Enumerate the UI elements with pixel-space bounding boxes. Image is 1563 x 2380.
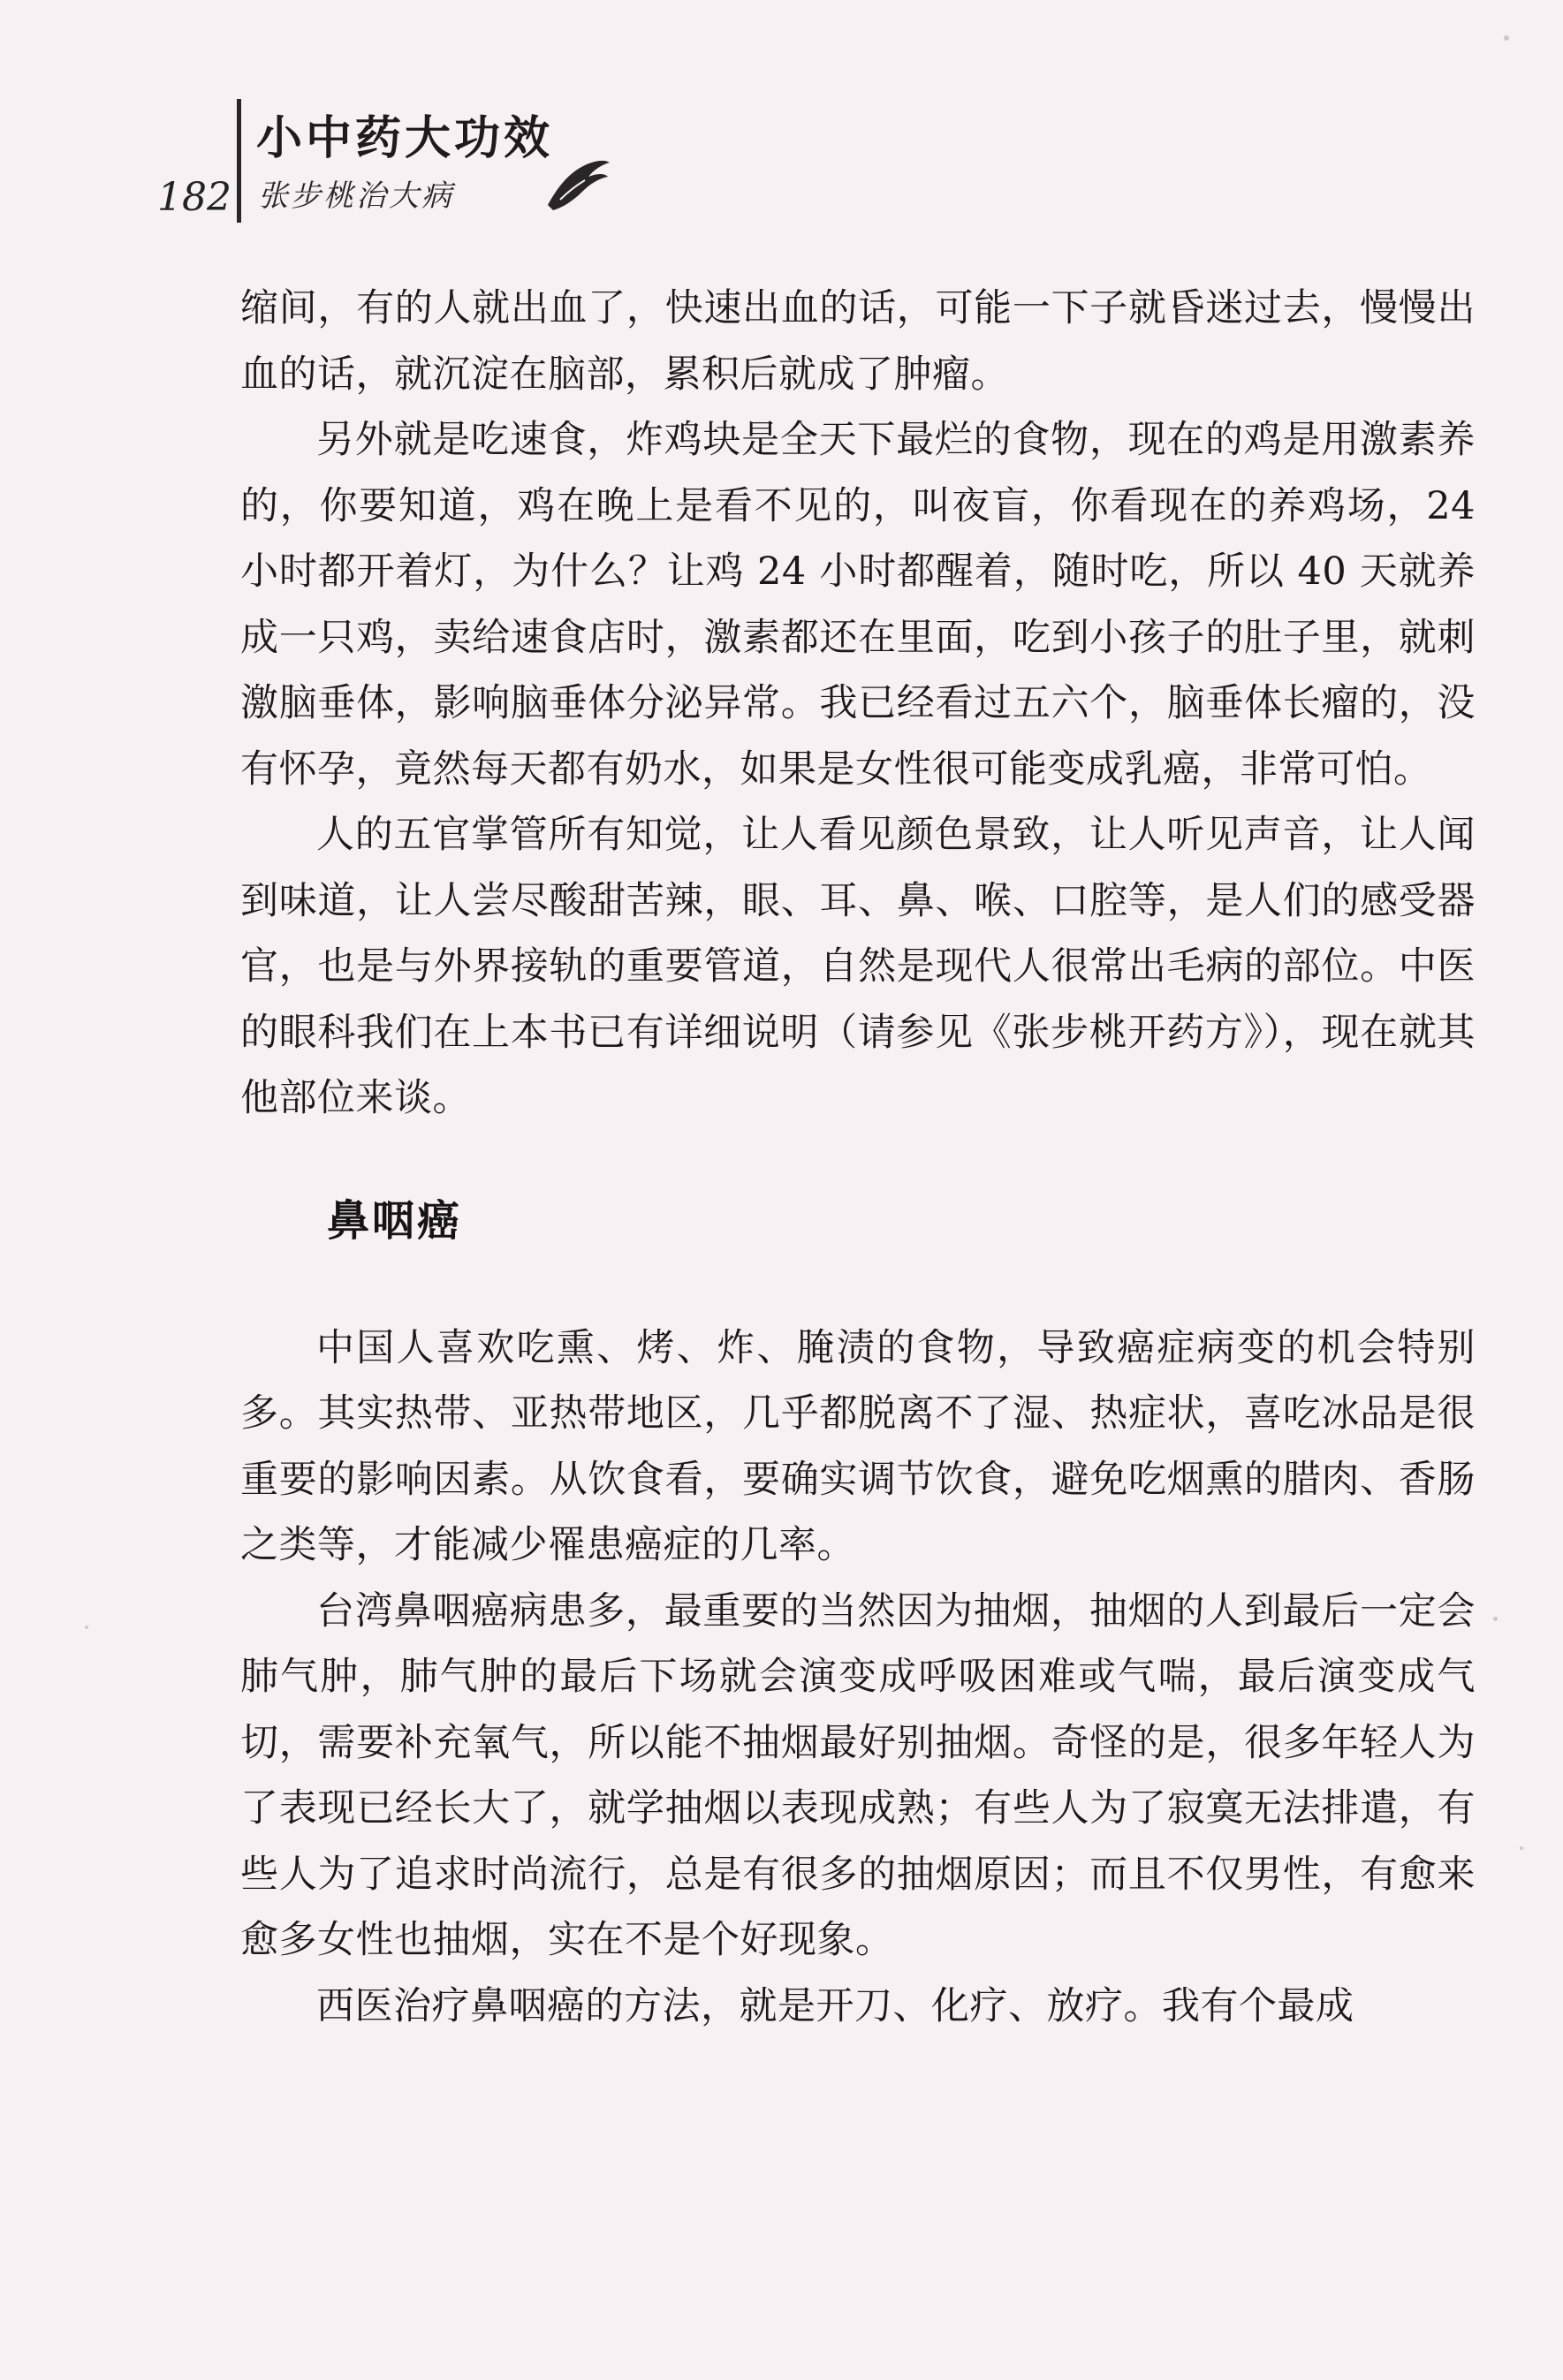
body-paragraph-continued: 缩间，有的人就出血了，快速出血的话，可能一下子就昏迷过去，慢慢出血的话，就沉淀在脑部，累积后就成了肿瘤。	[240, 286, 1476, 397]
body-paragraph: 另外就是吃速食，炸鸡块是全天下最烂的食物，现在的鸡是用激素养的，你要知道，鸡在晚上是看不见的，叫夜盲，你看现在的养鸡场，24 小时都开着灯，为什么？让鸡 24 小时都醒着，随时吃，所以 40 天就养成一只鸡，卖给速食店时，激素都还在里面，吃到小孩子的肚子里，就刺激脑垂体，影响脑垂体分泌异常。我已经看过五六个，脑垂体长瘤的，没有怀孕，竟然每天都有奶水，如果是女性很可能变成乳癌，非常可怕。	[240, 418, 1476, 792]
body-paragraph: 中国人喜欢吃熏、烤、炸、腌渍的食物，导致癌症病变的机会特别多。其实热带、亚热带地区，几乎都脱离不了湿、热症状，喜吃冰品是很重要的影响因素。从饮食看，要确实调节饮食，避免吃烟熏的腊肉、香肠之类等，才能减少罹患癌症的几率。	[240, 1325, 1476, 1567]
running-header	[141, 88, 636, 239]
book-title: 小中药大功效	[256, 111, 554, 165]
book-subtitle: 张步桃治大病	[258, 178, 454, 214]
scan-speck	[85, 1626, 88, 1629]
page-body	[240, 276, 1476, 2039]
page-number: 182	[157, 175, 231, 220]
brush-stroke-icon	[541, 154, 613, 216]
body-paragraph: 台湾鼻咽癌病患多，最重要的当然因为抽烟，抽烟的人到最后一定会肺气肿，肺气肿的最后下场就会演变成呼吸困难或气喘，最后演变成气切，需要补充氧气，所以能不抽烟最好别抽烟。奇怪的是，很多年轻人为了表现已经长大了，就学抽烟以表现成熟；有些人为了寂寞无法排遣，有些人为了追求时尚流行，总是有很多的抽烟原因；而且不仅男性，有愈来愈多女性也抽烟，实在不是个好现象。	[240, 1588, 1476, 1962]
spacer	[240, 1132, 1476, 1188]
section-heading: 鼻咽癌	[327, 1195, 463, 1246]
body-paragraph: 西医治疗鼻咽癌的方法，就是开刀、化疗、放疗。我有个最成	[316, 1983, 1354, 2028]
scan-speck	[1493, 1617, 1498, 1621]
body-paragraph: 人的五官掌管所有知觉，让人看见颜色景致，让人听见声音，让人闻到味道，让人尝尽酸甜苦辣，眼、耳、鼻、喉、口腔等，是人们的感受器官，也是与外界接轨的重要管道，自然是现代人很常出毛病的部位。中医的眼科我们在上本书已有详细说明（请参见《张步桃开药方》），现在就其他部位来谈。	[240, 813, 1476, 1120]
header-divider	[237, 99, 241, 223]
spacer	[240, 1254, 1476, 1315]
scan-speck	[1520, 1846, 1523, 1850]
scan-speck	[1504, 35, 1509, 41]
